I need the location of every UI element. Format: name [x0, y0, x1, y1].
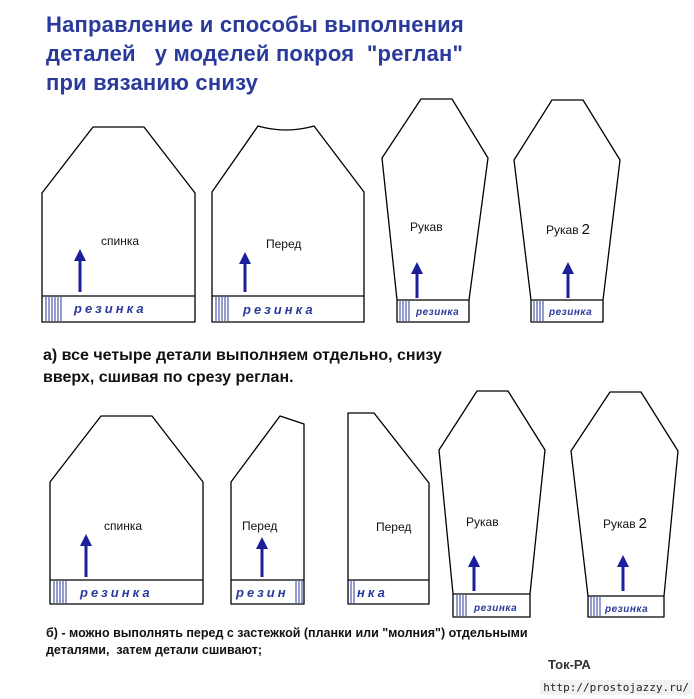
title-line-3: при вязанию снизу [46, 70, 259, 95]
caption-b-line-1: б) - можно выполнять перед с застежкой (планки или "молния") отдельными [46, 626, 528, 640]
title-line-1: Направление и способы выполнения [46, 12, 464, 37]
row-a-front-band-label: резинка [243, 302, 316, 317]
row-a-sleeve-2-number: 2 [581, 221, 590, 238]
row-a-front-piece [212, 126, 364, 322]
row-a-sleeve-1-label: Рукав [410, 220, 443, 234]
row-b-front-right-label: Перед [376, 520, 412, 534]
row-a-back-label: спинка [101, 234, 140, 248]
row-b-front-right-band-label: нка [357, 585, 388, 600]
row-a-sleeve-2-band-label: резинка [549, 307, 593, 318]
caption-a-line-2: вверх, сшивая по срезу реглан. [43, 369, 294, 386]
watermark-url: http://prostojazzy.ru/ [540, 680, 692, 695]
row-b-back-label: спинка [104, 519, 143, 533]
caption-a [43, 345, 663, 389]
row-b-back-piece [50, 416, 203, 604]
row-b-front-left-label: Перед [242, 519, 278, 533]
caption-b-line-2: деталями, затем детали сшивают; [46, 643, 263, 657]
row-b-front-left-band-label: резин [236, 585, 289, 600]
caption-a-line-1: а) все четыре детали выполняем отдельно, снизу [43, 347, 442, 364]
row-b-sleeve-2-label [603, 515, 647, 532]
row-b-sleeve-1 [439, 391, 545, 617]
row-b-sleeve-2-name: Рукав [603, 517, 636, 531]
row-a-back-band-label: резинка [74, 301, 147, 316]
caption-b [46, 625, 666, 659]
row-b-front-left-piece [231, 416, 304, 604]
row-a-sleeve-1 [382, 99, 488, 322]
row-b-sleeve-1-label: Рукав [466, 515, 499, 529]
row-a-sleeve-2-label [546, 221, 590, 238]
row-b-sleeve-2-number: 2 [638, 515, 647, 532]
row-b-front-right-piece [348, 413, 429, 604]
author-signature: Ток-РА [548, 657, 591, 672]
row-a-sleeve-2-name: Рукав [546, 223, 579, 237]
row-b-back-band-label: резинка [80, 585, 153, 600]
row-a-back-piece [42, 127, 195, 322]
row-a-sleeve-1-band-label: резинка [416, 307, 460, 318]
row-b-sleeve-2-band-label: резинка [605, 604, 649, 615]
row-a-front-label: Перед [266, 237, 302, 251]
title-line-2: деталей у моделей покроя "реглан" [46, 41, 464, 66]
row-b-sleeve-1-band-label: резинка [474, 603, 518, 614]
